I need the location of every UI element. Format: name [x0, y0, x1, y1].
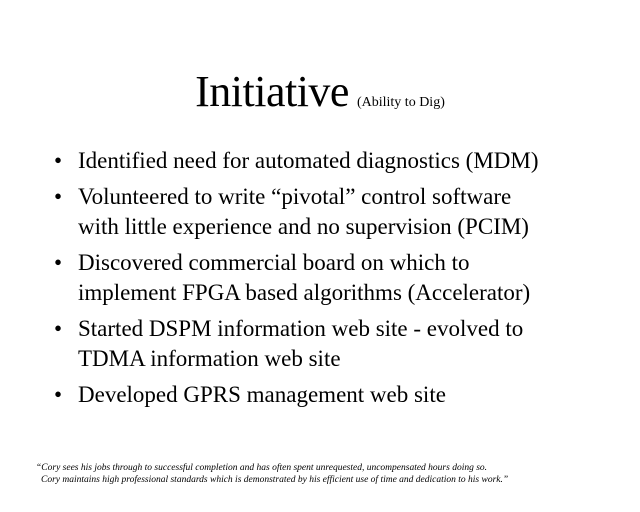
bullet-line: Identified need for automated diagnostics (MDM): [78, 148, 539, 173]
bullet-dot-icon: •: [54, 250, 63, 275]
bullet-dot-icon: •: [54, 382, 63, 407]
bullet-line: implement FPGA based algorithms (Accelerator): [78, 280, 531, 305]
bullet-dot-icon: •: [54, 184, 63, 209]
title-subtitle: (Ability to Dig): [356, 95, 445, 110]
quote-line-2: Cory maintains high professional standards which is demonstrated by his efficient use of time and dedication to his work.”: [41, 475, 509, 485]
bullet-line: Started DSPM information web site - evolved to: [78, 316, 524, 341]
bullet-item: [54, 146, 614, 176]
bullet-list: [54, 146, 614, 416]
bullet-line: TDMA information web site: [78, 346, 341, 371]
slide-title: [0, 66, 640, 117]
bullet-line: Discovered commercial board on which to: [78, 250, 470, 275]
bullet-line: with little experience and no supervision (PCIM): [78, 214, 529, 239]
testimonial-quote: [36, 462, 626, 486]
bullet-item: [54, 314, 614, 374]
bullet-line: Volunteered to write “pivotal” control software: [78, 184, 512, 209]
bullet-item: [54, 248, 614, 308]
bullet-item: [54, 182, 614, 242]
bullet-line: Developed GPRS management web site: [78, 382, 446, 407]
bullet-dot-icon: •: [54, 316, 63, 341]
quote-line-1: “Cory sees his jobs through to successful completion and has often spent unrequested, uncompensated hours doing so.: [36, 463, 488, 473]
bullet-dot-icon: •: [54, 148, 63, 173]
title-text: Initiative: [195, 67, 349, 116]
bullet-item: [54, 380, 614, 410]
